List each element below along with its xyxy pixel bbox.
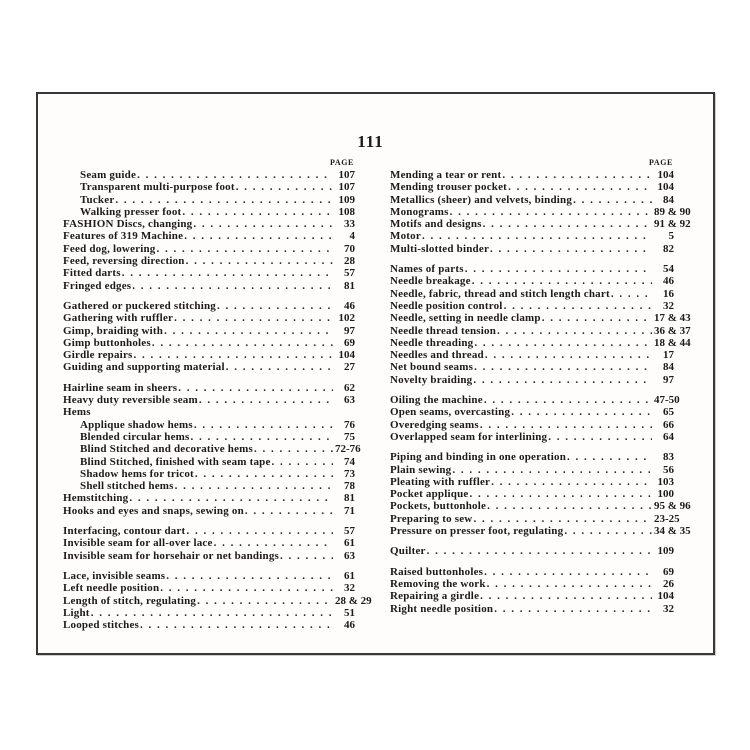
dot-leader (474, 337, 652, 349)
entry-title: Shadow hems for tricot (80, 467, 194, 480)
index-entry (63, 525, 355, 537)
dot-leader (469, 488, 652, 500)
entry-page-number: 107 (338, 181, 355, 194)
entry-page-number: 51 (344, 606, 355, 619)
index-entry (63, 492, 355, 504)
dot-leader (195, 468, 333, 480)
index-entry (63, 300, 355, 312)
dot-leader (504, 300, 652, 312)
entry-title: Needle thread tension (390, 324, 497, 337)
entry-title: Tucker (80, 193, 115, 206)
entry-title: Mending trouser pocket (390, 181, 508, 194)
entry-title: Motor (390, 230, 421, 243)
entry-page-number: 69 (344, 336, 355, 349)
entry-page-number: 78 (344, 480, 355, 493)
entry-title: Girdle repairs (63, 349, 133, 362)
dot-leader (197, 595, 333, 607)
entry-title: Needle, fabric, thread and stitch length chart (390, 287, 610, 300)
page-number: 111 (357, 132, 384, 151)
entry-title: Seam guide (80, 169, 137, 181)
entry-page-number: 28 & 29 (335, 594, 372, 607)
index-entry (63, 607, 355, 619)
index-entry (63, 537, 355, 549)
dot-leader (157, 243, 333, 255)
index-entry (63, 594, 372, 607)
index-entry (63, 550, 355, 562)
entry-page-number: 104 (657, 181, 674, 194)
dot-leader (542, 312, 652, 324)
dot-leader (611, 288, 652, 300)
dot-leader (564, 525, 652, 537)
entry-title: Applique shadow hems (80, 418, 193, 431)
index-entry (63, 468, 355, 480)
entry-page-number: 32 (663, 602, 674, 615)
entry-page-number: 76 (344, 418, 355, 431)
entry-page-number: 26 (663, 577, 674, 590)
entry-page-number: 32 (663, 299, 674, 312)
dot-leader (422, 230, 652, 242)
entry-title: Needles and thread (390, 349, 484, 362)
index-column-left (63, 158, 372, 632)
index-entry (63, 194, 355, 206)
index-entry (390, 406, 674, 418)
page-column-header: PAGE (648, 158, 673, 167)
dot-leader (140, 619, 333, 631)
entry-page-number: 27 (344, 361, 355, 374)
entry-title: Hooks and eyes and snaps, sewing on (63, 504, 244, 517)
entry-title: Pocket applique (390, 488, 469, 501)
entry-page-number: 91 & 92 (654, 218, 691, 231)
dot-leader (91, 607, 333, 619)
dot-leader (484, 566, 652, 578)
entry-page-number: 57 (344, 267, 355, 280)
dot-leader (191, 431, 333, 443)
entry-title: Hemstitching (63, 492, 129, 505)
entry-title: Pressure on presser foot, regulating (390, 525, 564, 538)
dot-leader (254, 443, 333, 455)
entry-page-number: 97 (663, 373, 674, 386)
index-entry (390, 545, 674, 557)
dot-leader (508, 181, 652, 193)
entry-page-number: 61 (344, 569, 355, 582)
entry-title: Invisible seam for all-over lace (63, 537, 213, 550)
entry-page-number: 109 (338, 193, 355, 206)
entry-title: Fringed edges (63, 279, 132, 292)
entry-title: Hems (63, 406, 91, 419)
entry-page-number: 109 (657, 545, 674, 558)
index-entry (390, 169, 674, 181)
index-entry (390, 590, 674, 602)
entry-page-number: 17 & 43 (654, 312, 691, 325)
index-entry (390, 349, 674, 361)
index-entry (63, 431, 355, 443)
dot-leader (178, 382, 333, 394)
entry-page-number: 72-76 (335, 443, 361, 456)
entry-page-number: 75 (344, 430, 355, 443)
entry-title: Shell stitched hems (80, 480, 174, 493)
entry-title: Piping and binding in one operation (390, 451, 567, 464)
dot-leader (494, 603, 652, 615)
index-entry (390, 194, 674, 206)
entry-page-number: 74 (344, 455, 355, 468)
dot-leader (485, 349, 652, 361)
entry-title: Overlapped seam for interlining (390, 430, 548, 443)
entry-title: Motifs and designs (390, 218, 482, 231)
entry-page-number: 82 (663, 242, 674, 255)
entry-page-number: 97 (344, 324, 355, 337)
entry-page-number: 104 (657, 590, 674, 603)
entry-page-number: 63 (344, 394, 355, 407)
entry-page-number: 95 & 96 (654, 500, 691, 513)
dot-leader (487, 500, 652, 512)
index-entry (390, 603, 674, 615)
entry-page-number: 36 & 37 (654, 324, 691, 337)
index-entry (390, 512, 680, 525)
dot-leader (474, 361, 652, 373)
book-page (36, 92, 715, 655)
entry-page-number: 83 (663, 451, 674, 464)
dot-leader (186, 255, 333, 267)
index-entry (390, 464, 674, 476)
entry-page-number: 69 (663, 565, 674, 578)
index-entry (63, 382, 355, 394)
index-entry (63, 570, 355, 582)
entry-page-number: 17 (663, 349, 674, 362)
dot-leader (217, 300, 333, 312)
entry-title: Novelty braiding (390, 373, 473, 386)
entry-title: Heavy duty reversible seam (63, 394, 198, 407)
entry-title: Feed dog, lowering (63, 242, 156, 255)
entry-title: Lace, invisible seams (63, 569, 166, 582)
dot-leader (567, 451, 652, 463)
index-entry (63, 267, 355, 279)
entry-page-number: 81 (344, 279, 355, 292)
entry-page-number: 108 (338, 205, 355, 218)
entry-title: Features of 319 Machine (63, 230, 184, 243)
index-entry (390, 500, 691, 513)
entry-page-number: 104 (338, 349, 355, 362)
dot-leader (483, 218, 652, 230)
entry-page-number: 34 & 35 (654, 525, 691, 538)
entry-page-number: 102 (338, 312, 355, 325)
entry-title: Metallics (sheer) and velvets, binding (390, 193, 573, 206)
entry-page-number: 46 (344, 619, 355, 632)
index-entry (390, 361, 674, 373)
entry-page-number: 23-25 (654, 512, 680, 525)
dot-leader (465, 263, 652, 275)
dot-leader (194, 419, 333, 431)
index-entry (390, 205, 691, 218)
entry-page-number: 61 (344, 537, 355, 550)
entry-title: Quilter (390, 545, 426, 558)
entry-page-number: 46 (663, 275, 674, 288)
entry-page-number: 104 (657, 169, 674, 181)
dot-leader (152, 337, 333, 349)
entry-title: Guiding and supporting material (63, 361, 225, 374)
entry-title: FASHION Discs, changing (63, 218, 193, 231)
index-entry (63, 280, 355, 292)
index-entry (63, 169, 355, 181)
dot-leader (473, 374, 652, 386)
dot-leader (491, 476, 652, 488)
index-entry (390, 419, 674, 431)
dot-leader (182, 206, 333, 218)
entry-page-number: 70 (344, 242, 355, 255)
dot-leader (193, 218, 333, 230)
dot-leader (502, 169, 652, 181)
index-entry (63, 325, 355, 337)
dot-leader (245, 505, 333, 517)
index-entry (63, 218, 355, 230)
dot-leader (184, 230, 333, 242)
entry-page-number: 81 (344, 492, 355, 505)
dot-leader (490, 243, 652, 255)
dot-leader (427, 545, 652, 557)
entry-title: Mending a tear or rent (390, 169, 502, 181)
index-entry (63, 206, 355, 218)
entry-title: Blended circular hems (80, 430, 190, 443)
dot-leader (226, 361, 333, 373)
entry-title: Right needle position (390, 602, 494, 615)
index-entry (390, 230, 674, 242)
dot-leader (175, 480, 333, 492)
index-entry (390, 578, 674, 590)
entry-title: Raised buttonholes (390, 565, 484, 578)
entry-page-number: 16 (663, 287, 674, 300)
dot-leader (473, 513, 652, 525)
index-entry (390, 488, 674, 500)
entry-page-number: 73 (344, 467, 355, 480)
index-entry (63, 312, 355, 324)
dot-leader (199, 394, 333, 406)
index-entry (63, 337, 355, 349)
entry-page-number: 107 (338, 169, 355, 181)
entry-page-number: 57 (344, 525, 355, 538)
index-entry (390, 288, 674, 300)
entry-page-number: 46 (344, 299, 355, 312)
index-entry (390, 566, 674, 578)
dot-leader (160, 582, 333, 594)
entry-title: Removing the work (390, 577, 486, 590)
entry-page-number: 47-50 (654, 394, 680, 407)
entry-title: Repairing a girdle (390, 590, 480, 603)
entry-title: Blind Stitched, finished with seam tape (80, 455, 271, 468)
index-entry (390, 525, 691, 538)
entry-page-number: 54 (663, 263, 674, 276)
entry-page-number: 100 (657, 488, 674, 501)
dot-leader (573, 194, 652, 206)
entry-title: Pockets, buttonhole (390, 500, 487, 513)
entry-page-number: 65 (663, 406, 674, 419)
index-entry (63, 505, 355, 517)
entry-page-number: 71 (344, 504, 355, 517)
index-entry (390, 476, 674, 488)
entry-page-number: 28 (344, 255, 355, 268)
index-entry (63, 443, 361, 456)
entry-title: Invisible seam for horsehair or net bandings (63, 549, 279, 562)
dot-leader (450, 206, 652, 218)
dot-leader (174, 312, 333, 324)
entry-page-number: 103 (657, 475, 674, 488)
index-entry (63, 230, 355, 242)
index-entry (390, 336, 691, 349)
entry-page-number: 63 (344, 549, 355, 562)
dot-leader (164, 325, 333, 337)
entry-page-number: 4 (349, 230, 355, 243)
index-entry (390, 218, 691, 231)
dot-leader (186, 525, 333, 537)
entry-title: Length of stitch, regulating (63, 594, 197, 607)
index-entry (63, 255, 355, 267)
index-entry (63, 181, 355, 193)
index-entry (390, 394, 680, 407)
dot-leader (511, 406, 652, 418)
index-entry (63, 394, 355, 406)
index-entry (390, 451, 674, 463)
index-entry (63, 243, 355, 255)
dot-leader (487, 578, 652, 590)
index-entry (390, 312, 691, 325)
index-entry (63, 619, 355, 631)
dot-leader (280, 550, 333, 562)
dot-leader (122, 267, 333, 279)
dot-leader (452, 464, 652, 476)
entry-page-number: 84 (663, 193, 674, 206)
index-entry (390, 300, 674, 312)
entry-title: Needle, setting in needle clamp (390, 312, 541, 325)
dot-leader (497, 325, 652, 337)
page-column-header: PAGE (329, 158, 354, 167)
entry-title: Hairline seam in sheers (63, 381, 178, 394)
dot-leader (214, 537, 333, 549)
entry-title: Transparent multi-purpose foot (80, 181, 235, 194)
dot-leader (236, 181, 333, 193)
index-entry (390, 374, 674, 386)
entry-title: Left needle position (63, 582, 160, 595)
entry-title: Walking presser foot (80, 205, 182, 218)
entry-title: Gathered or puckered stitching (63, 299, 216, 312)
entry-page-number: 62 (344, 381, 355, 394)
entry-title: Oiling the machine (390, 394, 483, 407)
entry-title: Preparing to sew (390, 512, 473, 525)
entry-title: Gimp, braiding with (63, 324, 164, 337)
entry-page-number: 64 (663, 430, 674, 443)
index-entry (390, 243, 674, 255)
index-entry (63, 480, 355, 492)
entry-title: Needle threading (390, 336, 474, 349)
entry-title: Needle position control (390, 299, 503, 312)
entry-page-number: 56 (663, 463, 674, 476)
index-entry (390, 431, 674, 443)
entry-title: Fitted darts (63, 267, 121, 280)
dot-leader (484, 394, 652, 406)
index-entry (63, 406, 355, 418)
entry-title: Looped stitches (63, 619, 140, 632)
entry-page-number: 5 (668, 230, 674, 243)
entry-title: Feed, reversing direction (63, 255, 185, 268)
index-entry (390, 181, 674, 193)
index-entry (63, 456, 355, 468)
dot-leader (480, 419, 652, 431)
entry-page-number: 33 (344, 218, 355, 231)
index-entry (390, 275, 674, 287)
entry-title: Pleating with ruffler (390, 475, 491, 488)
entry-title: Gimp buttonholes (63, 336, 151, 349)
entry-title: Blind Stitched and decorative hems (80, 443, 254, 456)
dot-leader (472, 275, 652, 287)
dot-leader (480, 590, 652, 602)
entry-title: Gathering with ruffler (63, 312, 174, 325)
entry-page-number: 84 (663, 361, 674, 374)
entry-title: Open seams, overcasting (390, 406, 511, 419)
entry-title: Overedging seams (390, 418, 479, 431)
entry-title: Names of parts (390, 263, 464, 276)
entry-page-number: 66 (663, 418, 674, 431)
entry-title: Multi-slotted binder (390, 242, 490, 255)
entry-page-number: 18 & 44 (654, 336, 691, 349)
entry-title: Net bound seams (390, 361, 474, 374)
entry-page-number: 32 (344, 582, 355, 595)
entry-title: Light (63, 606, 90, 619)
index-entry (63, 349, 355, 361)
dot-leader (166, 570, 333, 582)
entry-title: Needle breakage (390, 275, 471, 288)
entry-title: Plain sewing (390, 463, 452, 476)
entry-page-number: 89 & 90 (654, 205, 691, 218)
dot-leader (115, 194, 333, 206)
entry-title: Interfacing, contour dart (63, 525, 186, 538)
dot-leader (134, 349, 333, 361)
index-column-right (390, 158, 691, 615)
dot-leader (272, 456, 333, 468)
index-entry (63, 582, 355, 594)
entry-title: Monograms (390, 205, 449, 218)
index-entry (63, 361, 355, 373)
dot-leader (132, 280, 333, 292)
index-entry (390, 263, 674, 275)
index-entry (63, 419, 355, 431)
index-entry (390, 324, 691, 337)
dot-leader (129, 492, 333, 504)
dot-leader (548, 431, 652, 443)
dot-leader (137, 169, 333, 181)
